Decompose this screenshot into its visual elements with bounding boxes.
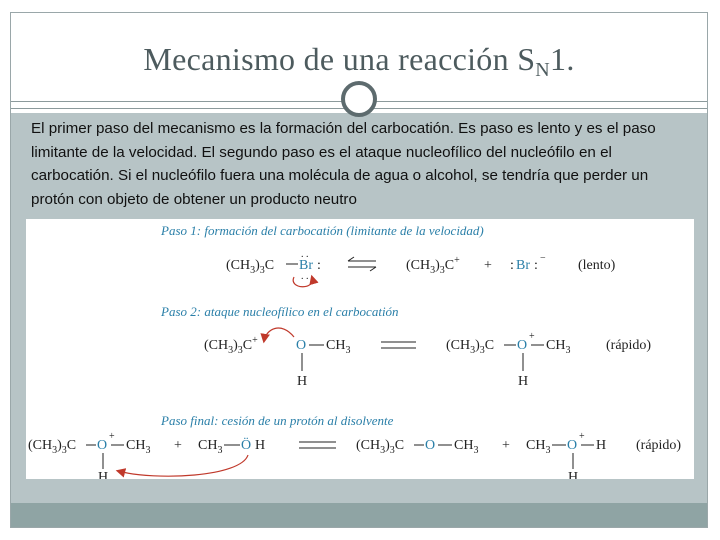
title-ornament-circle <box>341 81 377 117</box>
svg-text:Br: Br <box>299 258 313 273</box>
svg-text:+: + <box>502 438 510 453</box>
step2-note: (rápido) <box>606 338 652 353</box>
svg-text:+: + <box>174 438 182 453</box>
svg-text:H: H <box>596 438 607 453</box>
step3-arrow-icon <box>118 455 248 476</box>
sn1-mechanism-figure <box>26 219 694 479</box>
svg-text:O: O <box>97 438 108 453</box>
svg-text:CH3: $CH_3$ <box>546 338 571 356</box>
svg-text:O: O <box>425 438 436 453</box>
svg-text:CH3: $CH_3$ <box>454 438 479 456</box>
svg-text:(CH3)3C+: $(CH_3)_3C^+$ <box>204 335 258 356</box>
svg-text::: : <box>317 258 321 273</box>
svg-text:H: H <box>98 470 109 479</box>
svg-text:. .: . . <box>301 271 309 282</box>
svg-text:H: H <box>568 470 579 479</box>
svg-text:−: − <box>540 253 546 264</box>
step1-label: Paso 1: formación del carbocatión (limitante de la velocidad) <box>161 223 484 238</box>
svg-text:H: H <box>518 374 529 389</box>
svg-text:O: O <box>517 338 528 353</box>
step3-label: Paso final: cesión de un protón al disolvente <box>161 413 394 428</box>
svg-text:H: H <box>297 374 308 389</box>
svg-text:. .: . . <box>301 249 309 260</box>
svg-text:(CH3)3C+: $(CH_3)_3C^+$ <box>406 255 460 276</box>
slide-frame <box>10 12 708 528</box>
step1-note: (lento) <box>578 258 616 273</box>
svg-text:(CH3)3C: $(CH_3)_3C$ <box>226 258 275 276</box>
svg-text:CH3: $CH_3$ <box>126 438 151 456</box>
svg-text:Ö: Ö <box>241 438 252 453</box>
svg-text:H: H <box>255 438 266 453</box>
svg-text:CH3: $CH_3$ <box>526 438 551 456</box>
svg-text:CH3: $CH_3$ <box>326 338 351 356</box>
mechanism-svg <box>26 219 694 479</box>
svg-text::: : <box>534 258 538 273</box>
step3-note: (rápido) <box>636 438 682 453</box>
step2-equation <box>204 328 651 389</box>
svg-text:O: O <box>567 438 578 453</box>
svg-text:O: O <box>296 338 307 353</box>
svg-text::: : <box>510 258 514 273</box>
svg-text:Br: Br <box>516 258 530 273</box>
body-paragraph: El primer paso del mecanismo es la formación del carbocatión. Es paso es lento y es el paso limitante de la velocidad. El segundo paso es el ataque nucleofílico del nucleófilo en el carbocatión. Si el nucleófilo fuera una molécula de agua o alcohol, se tendría que perder un protón con objeto de obtener un producto neutro <box>31 120 656 208</box>
svg-text:(CH3)3C: $(CH_3)_3C$ <box>28 438 77 456</box>
slide-title: Mecanismo de una reacción $S_N1$. <box>143 41 575 81</box>
svg-text:+: + <box>484 258 492 273</box>
footer-band <box>11 503 707 527</box>
svg-text:+: + <box>109 431 115 442</box>
svg-text:+: + <box>529 331 535 342</box>
svg-text:(CH3)3C: $(CH_3)_3C$ <box>356 438 405 456</box>
step2-arrow-icon <box>264 328 294 341</box>
step3-equation <box>28 431 681 479</box>
svg-text:CH3: $CH_3$ <box>198 438 223 456</box>
step1-equation <box>226 249 616 287</box>
svg-text:+: + <box>579 431 585 442</box>
svg-text:(CH3)3C: $(CH_3)_3C$ <box>446 338 495 356</box>
step2-label: Paso 2: ataque nucleofílico en el carbocatión <box>161 304 399 319</box>
